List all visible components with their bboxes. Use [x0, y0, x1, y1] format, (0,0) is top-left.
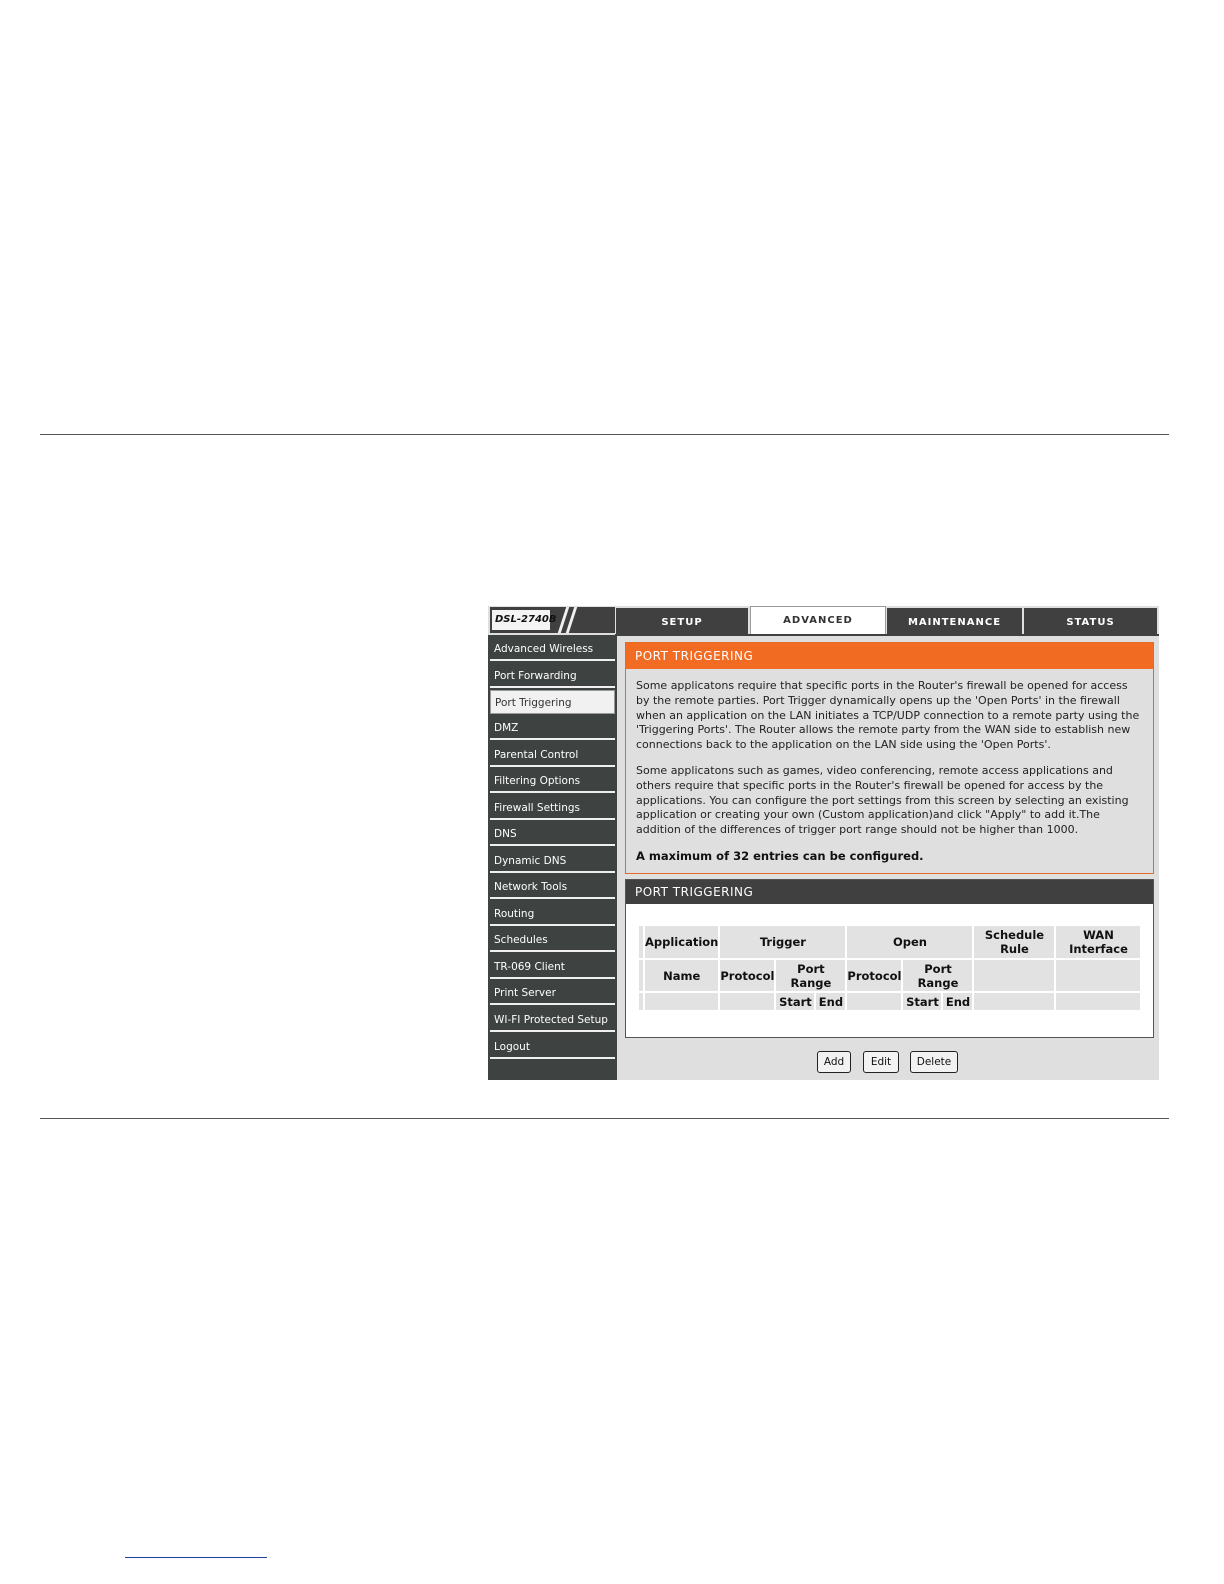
tab-setup[interactable]: SETUP	[616, 608, 748, 634]
port-triggering-info-box	[625, 642, 1154, 874]
sidebar-item-port-triggering[interactable]: Port Triggering	[490, 690, 615, 714]
table-cell-empty	[1056, 993, 1140, 1010]
header-trigger-start: Start	[776, 993, 814, 1010]
sidebar-item-logout[interactable]: Logout	[490, 1035, 615, 1059]
table-cell-stub	[639, 960, 643, 991]
sidebar-item-network-tools[interactable]: Network Tools	[490, 875, 615, 899]
tab-status[interactable]: STATUS	[1024, 608, 1157, 634]
table-cell-empty	[974, 993, 1054, 1010]
table-cell-empty	[847, 993, 901, 1010]
footer-link-underline[interactable]	[125, 1557, 267, 1558]
header-open-port-range: Port Range	[903, 960, 972, 991]
model-name: DSL-2740B	[492, 610, 550, 630]
header-open-start: Start	[903, 993, 941, 1010]
header-wan-interface: WAN Interface	[1056, 926, 1140, 958]
page-divider-bottom	[40, 1118, 1169, 1119]
max-entries-note: A maximum of 32 entries can be configured.	[636, 849, 924, 863]
sidebar-item-routing[interactable]: Routing	[490, 902, 615, 926]
info-paragraph-1: Some applicatons require that specific ports in the Router's firewall be opened for access by the remote parties. Port Trigger dynamically opens up the 'Open Ports' in the firewall when an application on the LAN initiates a TCP/UDP connection to a remote party using the 'Triggering Ports'. The Router allows the remote party from the WAN side to establish new connections back to the application on the LAN side using the 'Open Ports'.	[636, 679, 1140, 752]
info-paragraph-2: Some applicatons such as games, video conferencing, remote access applications and others require that specific ports in the Router's firewall be opened for access by the applications. You can configure the port settings from this screen by selecting an existing application or creating your own (Custom application)and click "Apply" to add it.The addition of the differences of trigger port range should not be higher than 1000.	[636, 764, 1129, 837]
header-open-end: End	[943, 993, 972, 1010]
header-trigger-port-range: Port Range	[776, 960, 845, 991]
info-title: PORT TRIGGERING	[626, 643, 1153, 669]
header-schedule-rule: Schedule Rule	[974, 926, 1054, 958]
tab-maintenance[interactable]: MAINTENANCE	[887, 608, 1022, 634]
add-button[interactable]: Add	[817, 1051, 851, 1073]
sidebar-item-port-forwarding[interactable]: Port Forwarding	[490, 664, 615, 688]
tab-advanced[interactable]: ADVANCED	[750, 606, 886, 634]
sidebar-item-schedules[interactable]: Schedules	[490, 928, 615, 952]
header-open-protocol: Protocol	[847, 960, 901, 991]
sidebar-item-firewall-settings[interactable]: Firewall Settings	[490, 796, 615, 820]
table-cell-empty	[720, 993, 774, 1010]
delete-button[interactable]: Delete	[910, 1051, 958, 1073]
sidebar-item-tr069-client[interactable]: TR-069 Client	[490, 955, 615, 979]
sidebar-item-parental-control[interactable]: Parental Control	[490, 743, 615, 767]
header-application: Application	[645, 926, 718, 958]
header-trigger-end: End	[816, 993, 845, 1010]
sidebar-item-advanced-wireless[interactable]: Advanced Wireless	[490, 637, 615, 661]
sidebar-item-dynamic-dns[interactable]: Dynamic DNS	[490, 849, 615, 873]
sidebar-item-dns[interactable]: DNS	[490, 822, 615, 846]
header-name: Name	[645, 960, 718, 991]
edit-button[interactable]: Edit	[863, 1051, 899, 1073]
table-cell-empty	[1056, 960, 1140, 991]
header-trigger-protocol: Protocol	[720, 960, 774, 991]
router-admin-screenshot	[488, 606, 1159, 1080]
header-open: Open	[847, 926, 972, 958]
sidebar-item-wifi-protected-setup[interactable]: WI-FI Protected Setup	[490, 1008, 615, 1032]
sidebar-item-dmz[interactable]: DMZ	[490, 716, 615, 740]
table-cell-stub	[639, 993, 643, 1010]
table-panel-title: PORT TRIGGERING	[626, 880, 1153, 904]
sidebar-item-print-server[interactable]: Print Server	[490, 981, 615, 1005]
header-trigger: Trigger	[720, 926, 845, 958]
port-triggering-table-panel	[625, 879, 1154, 1038]
table-cell-empty	[645, 993, 718, 1010]
table-cell-empty	[974, 960, 1054, 991]
sidebar-item-filtering-options[interactable]: Filtering Options	[490, 769, 615, 793]
tab-strip-bar	[615, 634, 1159, 636]
table-cell-stub	[639, 926, 643, 958]
page-divider-top	[40, 434, 1169, 435]
port-triggering-table	[637, 924, 1142, 1012]
sidebar	[488, 635, 617, 1080]
brand-logo	[490, 607, 615, 633]
